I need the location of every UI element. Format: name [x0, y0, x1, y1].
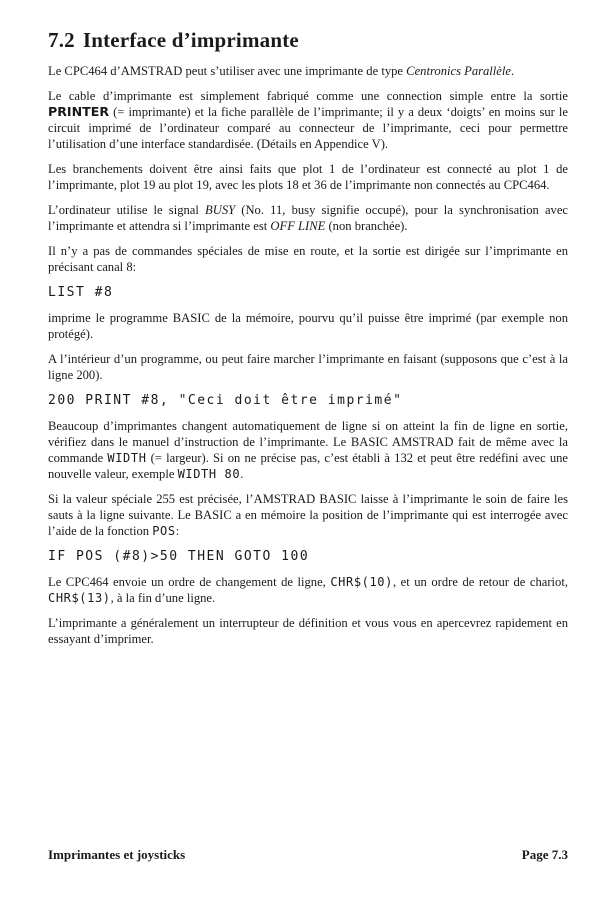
text: Le CPC464 d’AMSTRAD peut s’utiliser avec une imprimante de type [48, 64, 407, 78]
section-number: 7.2 [48, 28, 75, 52]
paragraph-cable [48, 88, 568, 152]
text: (= largeur). Si on ne précise pas, c’est établi à 132 et peut être redéfini avec une nouvelle valeur, exemple [48, 451, 568, 481]
code-listing-1: LIST #8 [48, 285, 114, 300]
paragraph-basic-print: imprime le programme BASIC de la mémoire, pourvu qu’il puisse être imprimé (par exemple non protégé). [48, 311, 568, 341]
text: Beaucoup d’imprimantes changent automatiquement de ligne si on atteint la fin de ligne en sortie, vérifiez dans le manuel d’instruction de l’imprimante. Le BASIC AMSTRAD fait de même avec la commande [48, 419, 568, 465]
text-italic: OFF LINE [270, 219, 326, 233]
keyword-printer: PRINTER [48, 104, 110, 119]
text: L’ordinateur utilise le signal [48, 203, 206, 217]
text: , et un ordre de retour de chariot, [392, 575, 568, 589]
text-italic: Centronics Parallèle [406, 64, 511, 78]
text: (non branchée). [325, 219, 408, 233]
paragraph-program: A l’intérieur d’un programme, ou peut faire marcher l’imprimante en faisant (supposons que c’est à la ligne 200). [48, 352, 568, 382]
footer-chapter: Imprimantes et joysticks [48, 847, 186, 862]
section-title: Interface d’imprimante [82, 28, 299, 52]
page-footer [48, 847, 568, 863]
paragraph-switch: L’imprimante a généralement un interrupteur de définition et vous vous en apercevrez rapidement en essayant d’imprimer. [48, 616, 568, 646]
paragraph-channel: Il n’y a pas de commandes spéciales de mise en route, et la sortie est dirigée sur l’imprimante en précisant canal 8: [48, 244, 568, 274]
footer-page-number: Page 7.3 [521, 847, 568, 862]
paragraph-intro [48, 63, 568, 79]
paragraph-busy [48, 202, 568, 234]
keyword-chr-13: CHR$(13) [48, 591, 111, 605]
paragraph-width [48, 418, 568, 482]
keyword-width-80: WIDTH 80 [177, 467, 241, 481]
text: : [175, 524, 180, 538]
page-content [48, 28, 568, 656]
text: . [240, 467, 244, 481]
keyword-pos: POS [152, 524, 176, 538]
keyword-chr-10: CHR$(10) [330, 575, 393, 589]
text: Si la valeur spéciale 255 est précisée, l’AMSTRAD BASIC laisse à l’imprimante le soin de faire les sauts à la ligne suivante. Le BASIC a en mémoire la position de l’imprimante qui est interrogée avec l’aide de la fonction [48, 492, 568, 538]
paragraph-chr [48, 574, 568, 606]
text-italic: BUSY [205, 203, 236, 217]
paragraph-pos [48, 491, 568, 539]
code-listing-3: IF POS (#8)>50 THEN GOTO 100 [48, 549, 310, 564]
paragraph-connections: Les branchements doivent être ainsi faits que plot 1 de l’ordinateur est connecté au plot 1 de l’imprimante, plot 19 au plot 19, avec les plots 18 et 36 de l’imprimante non connectés au CPC464. [48, 162, 568, 192]
text: , à la fin d’une ligne. [110, 591, 216, 605]
text: (= imprimante) et la fiche parallèle de l’imprimante; il y a deux ‘doigts’ en moins sur le circuit imprimé de l’ordinateur comparé au connecteur de l’imprimante, ceci pour permettre l’utilisation d’une interface standardisée. (Détails en Appendice V). [48, 105, 568, 151]
text: Le cable d’imprimante est simplement fabriqué comme une connection simple entre la sortie [48, 89, 568, 103]
keyword-width: WIDTH [107, 451, 147, 465]
text: (No. 11, busy signifie occupé), pour la synchronisation avec l’imprimante et attendra si l’imprimante est [48, 203, 569, 233]
code-listing-2: 200 PRINT #8, "Ceci doit être imprimé" [48, 393, 403, 408]
text: . [511, 64, 515, 78]
section-heading [48, 28, 568, 53]
text: Le CPC464 envoie un ordre de changement de ligne, [48, 575, 331, 589]
